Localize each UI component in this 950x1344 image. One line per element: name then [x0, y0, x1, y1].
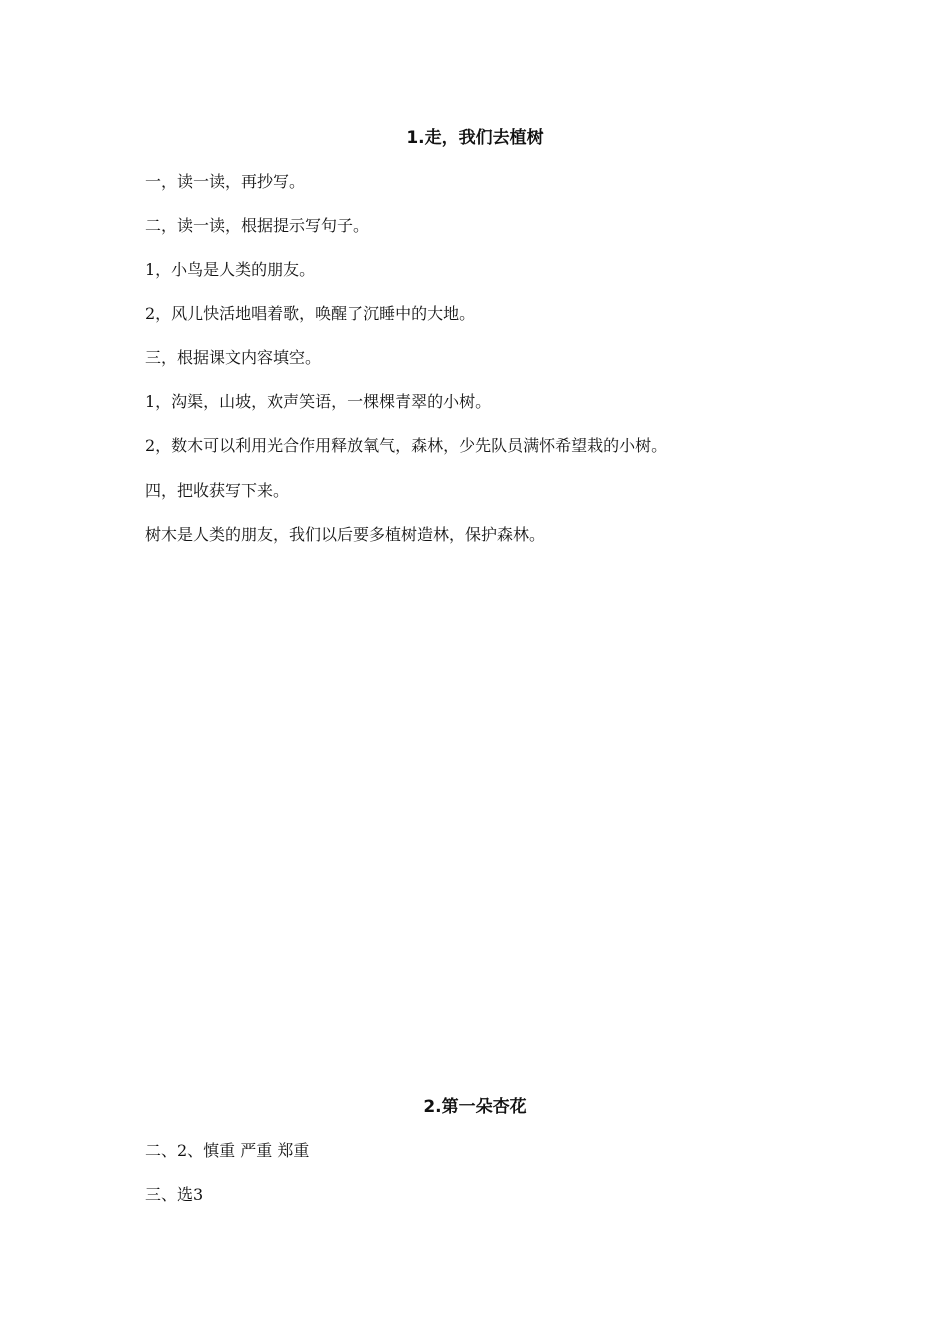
section-1-title: 1.走，我们去植树 [406, 128, 544, 148]
section-1-line-4: 2，风儿快活地唱着歌，唤醒了沉睡中的大地。 [145, 304, 476, 323]
section-1-line-5: 三，根据课文内容填空。 [145, 348, 322, 367]
section-1-line-2: 二，读一读，根据提示写句子。 [145, 216, 370, 235]
section-1-line-1: 一，读一读，再抄写。 [145, 172, 306, 191]
section-2-line-2: 三、选3 [145, 1185, 204, 1204]
section-1-line-8: 四，把收获写下来。 [145, 481, 290, 500]
section-1-line-9: 树木是人类的朋友，我们以后要多植树造林，保护森林。 [145, 525, 546, 544]
section-2-line-1: 二、2、慎重 严重 郑重 [145, 1141, 310, 1160]
section-1-line-6: 1，沟渠，山坡，欢声笑语，一棵棵青翠的小树。 [145, 392, 492, 411]
section-1-line-3: 1，小鸟是人类的朋友。 [145, 260, 316, 279]
section-2-title: 2.第一朵杏花 [423, 1097, 527, 1117]
section-1-line-7: 2，数木可以利用光合作用释放氧气，森林，少先队员满怀希望栽的小树。 [145, 436, 668, 455]
